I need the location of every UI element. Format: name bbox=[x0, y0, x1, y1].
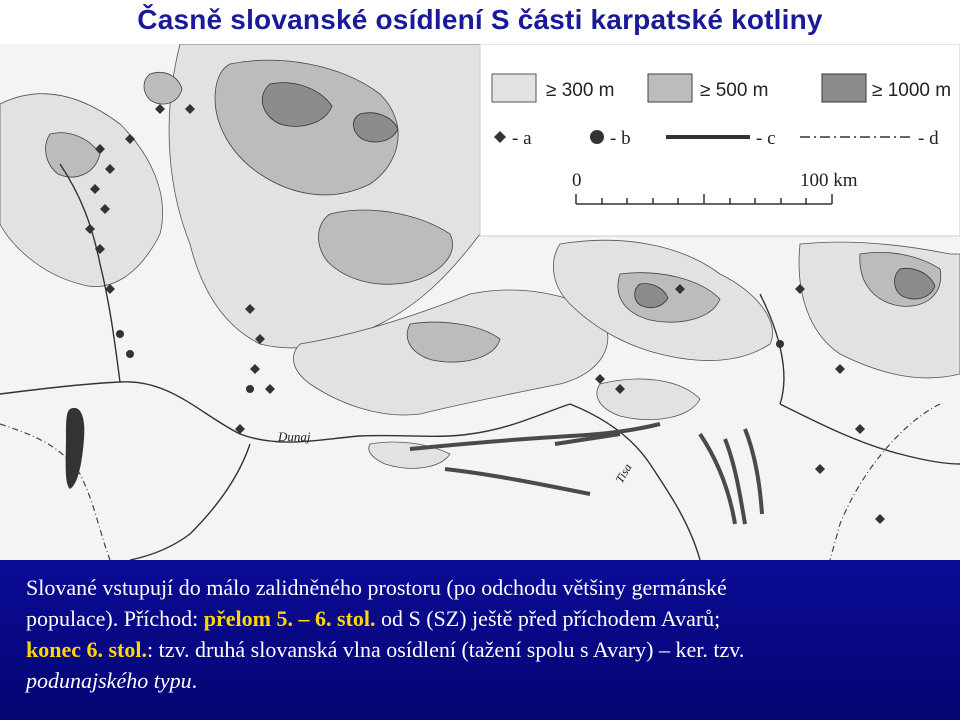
map-legend bbox=[480, 44, 960, 236]
legend-label-a: - a bbox=[512, 128, 532, 149]
legend-label-d: - d bbox=[918, 128, 939, 149]
legend-swatch-300 bbox=[492, 74, 536, 102]
legend-label-c: - c bbox=[756, 128, 776, 149]
caption-line-1: Slované vstupují do málo zalidněného prostoru (po odchodu většiny germánské bbox=[26, 575, 727, 600]
scale-label-end: 100 km bbox=[800, 170, 858, 191]
caption-text bbox=[26, 572, 946, 696]
caption-highlight-period-2: konec 6. stol. bbox=[26, 637, 147, 662]
legend-label-500: ≥ 500 m bbox=[700, 80, 769, 101]
legend-swatch-1000 bbox=[822, 74, 866, 102]
legend-swatch-500 bbox=[648, 74, 692, 102]
caption-line-2a: populace). Příchod: bbox=[26, 606, 204, 631]
map-figure bbox=[0, 44, 960, 560]
title-bar bbox=[0, 0, 960, 44]
river-label-dunaj: Dunaj bbox=[278, 429, 311, 444]
map-svg bbox=[0, 44, 960, 560]
scale-label-zero: 0 bbox=[572, 170, 582, 191]
caption-panel bbox=[0, 560, 960, 720]
caption-line-2b: od S (SZ) ještě před příchodem Avarů; bbox=[375, 606, 721, 631]
legend-symbol-b bbox=[590, 130, 604, 144]
caption-line-3a: : tzv. druhá slovanská vlna osídlení (tažení spolu s Avary) – ker. tzv. bbox=[147, 637, 745, 662]
river-label-tisa: Tisa bbox=[612, 461, 635, 486]
caption-highlight-period-1: přelom 5. – 6. stol. bbox=[203, 606, 376, 631]
legend-label-300: ≥ 300 m bbox=[546, 80, 615, 101]
legend-label-1000: ≥ 1000 m bbox=[872, 80, 952, 101]
caption-line-4b: . bbox=[191, 668, 198, 693]
slide-title: Časně slovanské osídlení S části karpatské kotliny bbox=[137, 4, 823, 35]
legend-label-b: - b bbox=[610, 128, 631, 149]
caption-italic-type: podunajského typu bbox=[26, 668, 192, 693]
